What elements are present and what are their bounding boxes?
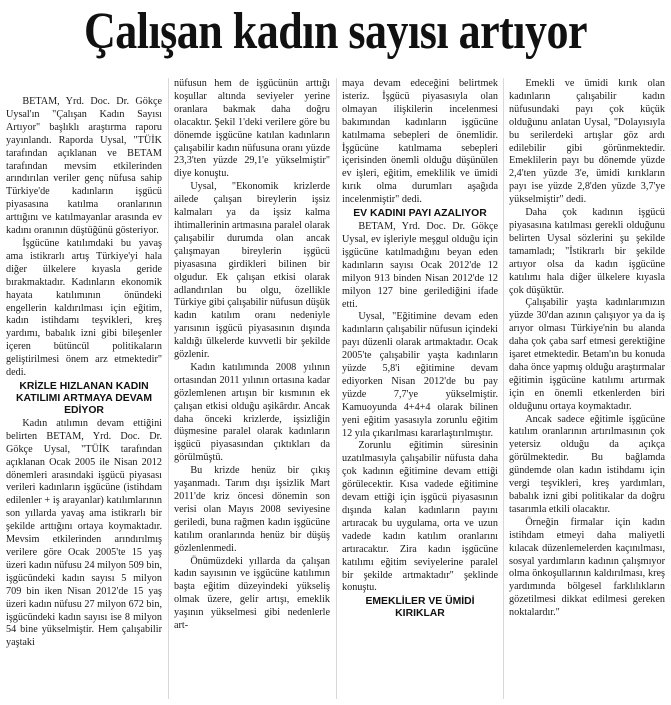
paragraph: BETAM, Yrd. Doc. Dr. Gökçe Uysal'ın "Çalışan Kadın Sayısı Artıyor" başlıklı araştırma raporu yayınlandı. Raporda Uysal, "TÜİK tarafından açıklanan ve BETAM tarafından mevsim etkilerinden arındırılan veriler genç nüfusa sahip Türkiye'de kadınların işgücü piyasasına katılma oranlarının arttığını ve katılmayanlar arasında ev kadını oranının düştüğünü gösteriyor.	[6, 96, 162, 237]
article-column-2	[174, 78, 330, 701]
paragraph: Çalışabilir yaşta kadınlarımızın yüzde 30'dan azının çalışıyor ya da iş arıyor olması Türkiye'nin bu alanda daha çok çaba sarf etmesi gerektiğine işaret etmektedir. Betam'ın bu konuda daha önce yapmış olduğu araştırmalar eğitimin işgücüne katılımı artırmak için en önemli etkenlerden biri olduğunu ortaya koymaktadır.	[509, 297, 665, 412]
article-column-4	[509, 78, 665, 701]
paragraph: Örneğin firmalar için kadın istihdam etmeyi daha maliyetli kılacak düzenlemelerden kaçınılması, sosyal yardımların kadının çalışmıyor olma önkoşullarının kaldırılması, kreş yardımında bölgesel farklılıkların gözetilmesi dikkat edilmesi gereken noktalardır."	[509, 516, 665, 619]
paragraph: Ancak sadece eğitimle işgücüne katılım oranlarının artırılmasının çok yetersiz olduğu da açıkça görülmektedir. Bu bağlamda gündemde olan kadın istihdamı için vergi teşvikleri, kreş yardımları, babalık izni gibi politikalar da doğru tasarımla etkili olacaktır.	[509, 413, 665, 515]
article-column-1	[6, 96, 162, 701]
paragraph: Uysal, "Eğitimine devam eden kadınların çalışabilir nüfusun içindeki payı düzenli olarak artmaktadır. Ocak 2005'te çalışabilir yaşta kadınların yüzde 5,8'i eğitimine devam ediyorken Nisan 2012'de bu pay yüzde 7,7'ye yükselmiştir. Kamuoyunda 4+4+4 olarak bilinen yeni eğitim yasasıyla zorunlu eğitim 12 yıla çıkarılması kararlaştırılmıştır.	[342, 311, 498, 439]
subheading: KRİZLE HIZLANAN KADIN KATILIMI ARTMAYA DEVAM EDİYOR	[15, 380, 153, 416]
column-divider	[336, 78, 337, 699]
paragraph: BETAM, Yrd. Doc. Dr. Gökçe Uysal, ev işleriyle meşgul olduğu için işgücüne katılmadığını beyan eden kadınların sayısı Ocak 2012'de 12 milyon 913 binden Nisan 2012'de 12 milyon 127 bine gerilediğini ifade etti.	[342, 221, 498, 310]
paragraph: Daha çok kadının işgücü piyasasına katılması gerekli olduğunu belirten Uysal sözlerini şu şekilde tamamladı; "İstikrarlı bir şekilde artıyor olsa da kadın işgücüne katılımı hala diğer ülkelere kıyasla çok düşüktür.	[509, 207, 665, 296]
paragraph: Emekli ve ümidi kırık olan kadınların çalışabilir kadın nüfusundaki payı çok küçük olduğunu anlatan Uysal, "Dolayısıyla bu serilerdeki artışlar göz ardı edilebilir gibi görünmektedir. Emeklilerin payı bu dönemde yüzde 2,4'ten yüzde 3'e, ümidi kırıkların payı ise yüzde 2,8'den yüzde 3,7'ye yükselmiştir" dedi.	[509, 78, 665, 206]
headline: Çalışan kadın sayısı artıyor	[83, 2, 588, 60]
paragraph: Zorunlu eğitimin süresinin uzatılmasıyla çalışabilir nüfusta daha çok kadının eğitimine devam ettiği görülecektir. Kısa vadede eğitimine devam ettiği için işgücü piyasasının dışında kalan kadınların payını artıracak bu uygulama, orta ve uzun vadede kadın katılım oranlarını artıracaktır. Zira kadın işgücüne katılımı eğitim seviyelerine paralel bir şekilde artmaktadır" şeklinde konuştu.	[342, 440, 498, 594]
paragraph: maya devam edeceğini belirtmek isteriz. İşgücü piyasasıyla olan olmayan ilişkilerin incelenmesi bakımından kadınların işgücüne katılmama sebepleri de önemlidir. İşgücüne katılmama sebepleri içerisinden önemli olduğu düşünülen ev işleri, eğitim, emeklilik ve ümidi kırık olma durumları aşağıda incelenmiştir" dedi.	[342, 78, 498, 206]
subheading: EV KADINI PAYI AZALIYOR	[353, 208, 487, 220]
article-column-3	[342, 78, 498, 701]
paragraph: Kadın katılımında 2008 yılının ortasından 2011 yılının ortasına kadar gözlemlenen artışın bir kısmının ek çalışan etkisi olduğu aşikârdır. Ancak daha önceki krizlerde, işsizliğin düşmesine paralel olarak kadınların işgücü piyasasından çıktıkları da görülmüştü.	[174, 361, 330, 464]
paragraph: Uysal, "Ekonomik krizlerde ailede çalışan bireylerin işsiz kalmaları ya da işsiz kalma ihtimallerinin artmasına paralel olarak çalışabilir durumda olan ancak çalışmayan bireylerin işgücü piyasasına girdikleri bilinen bir olgudur. Ek çalışan etkisi olarak adlandırılan bu olgu, özellikle Türkiye gibi çalışabilir nüfusun düşük kadın katılım oranı nedeniyle yarısının işgücü piyasasının dışında kaldığı ülkelerde kuvvetli bir şekilde gözlenir.	[174, 181, 330, 361]
column-divider	[168, 78, 169, 699]
column-divider	[503, 78, 504, 699]
paragraph: nüfusun hem de işgücünün arttığı koşullar altında seviyeler yerine oranlara bakmak daha doğru olacaktır. Şekil 1'deki verilere göre bu dönemde işgücüne katılan kadınların çalışabilir kadın nüfusuna oranı yüzde 23,3'ten yüzde 29,1'e yükselmiştir" diye konuştu.	[174, 78, 330, 180]
paragraph: Önümüzdeki yıllarda da çalışan kadın sayısının ve işgücüne katılımın başta eğitim düzeyindeki yükseliş olmak üzere, gelir artışı, emeklik yaşının yükselmesi gibi nedenlerle art-	[174, 555, 330, 632]
paragraph: Kadın atılımın devam ettiğini belirten BETAM, Yrd. Doc. Dr. Gökçe Uysal, "TÜİK tarafından açıklanan Ocak 2005 ile Nisan 2012 dönemleri arasındaki işgücü piyasası verileri kadınların işgücüne (istihdam edilenler + iş arayanlar) katılımlarının son yıllarda yavaş ama istikrarlı bir şekilde arttığını ortaya koymaktadır. Mevsim etkilerinden arındırılmış verilere göre Ocak 2005'te 15 yaş üzeri kadın nüfusu 24 milyon 509 bin, işgücündeki kadın sayısı 5 milyon 709 bin iken Nisan 2012'de 15 yaş üzeri kadın nüfusu 27 milyon 672 bin, işgücündeki kadın sayısı ise 8 milyon 54 bine yükselmiştir. Hem çalışabilir yaştaki	[6, 417, 162, 649]
subheading: EMEKLİLER VE ÜMİDİ KIRIKLAR	[365, 596, 475, 620]
paragraph: İşgücüne katılımdaki bu yavaş ama istikrarlı artış Türkiye'yi hala diğer ülkelere kıyasla geride bırakmaktadır. Kadınların ekonomik hayata katılımının önündeki engellerin kaldırılması için eğitim, kadın istihdamı teşvikleri, kreş yardımı, babalık izni gibi bileşenler içeren bütüncül politikaların geliştirilmesi önem arz etmektedir" dedi.	[6, 237, 162, 379]
paragraph: Bu krizde henüz bir çıkış yaşanmadı. Tarım dışı işsizlik Mart 2011'de kriz öncesi dönemin son verisi olan Mayıs 2008 seviyesine geriledi, buna rağmen kadın işgücüne katılım oranlarında henüz bir düşüş gözlenlenmedi.	[174, 465, 330, 554]
